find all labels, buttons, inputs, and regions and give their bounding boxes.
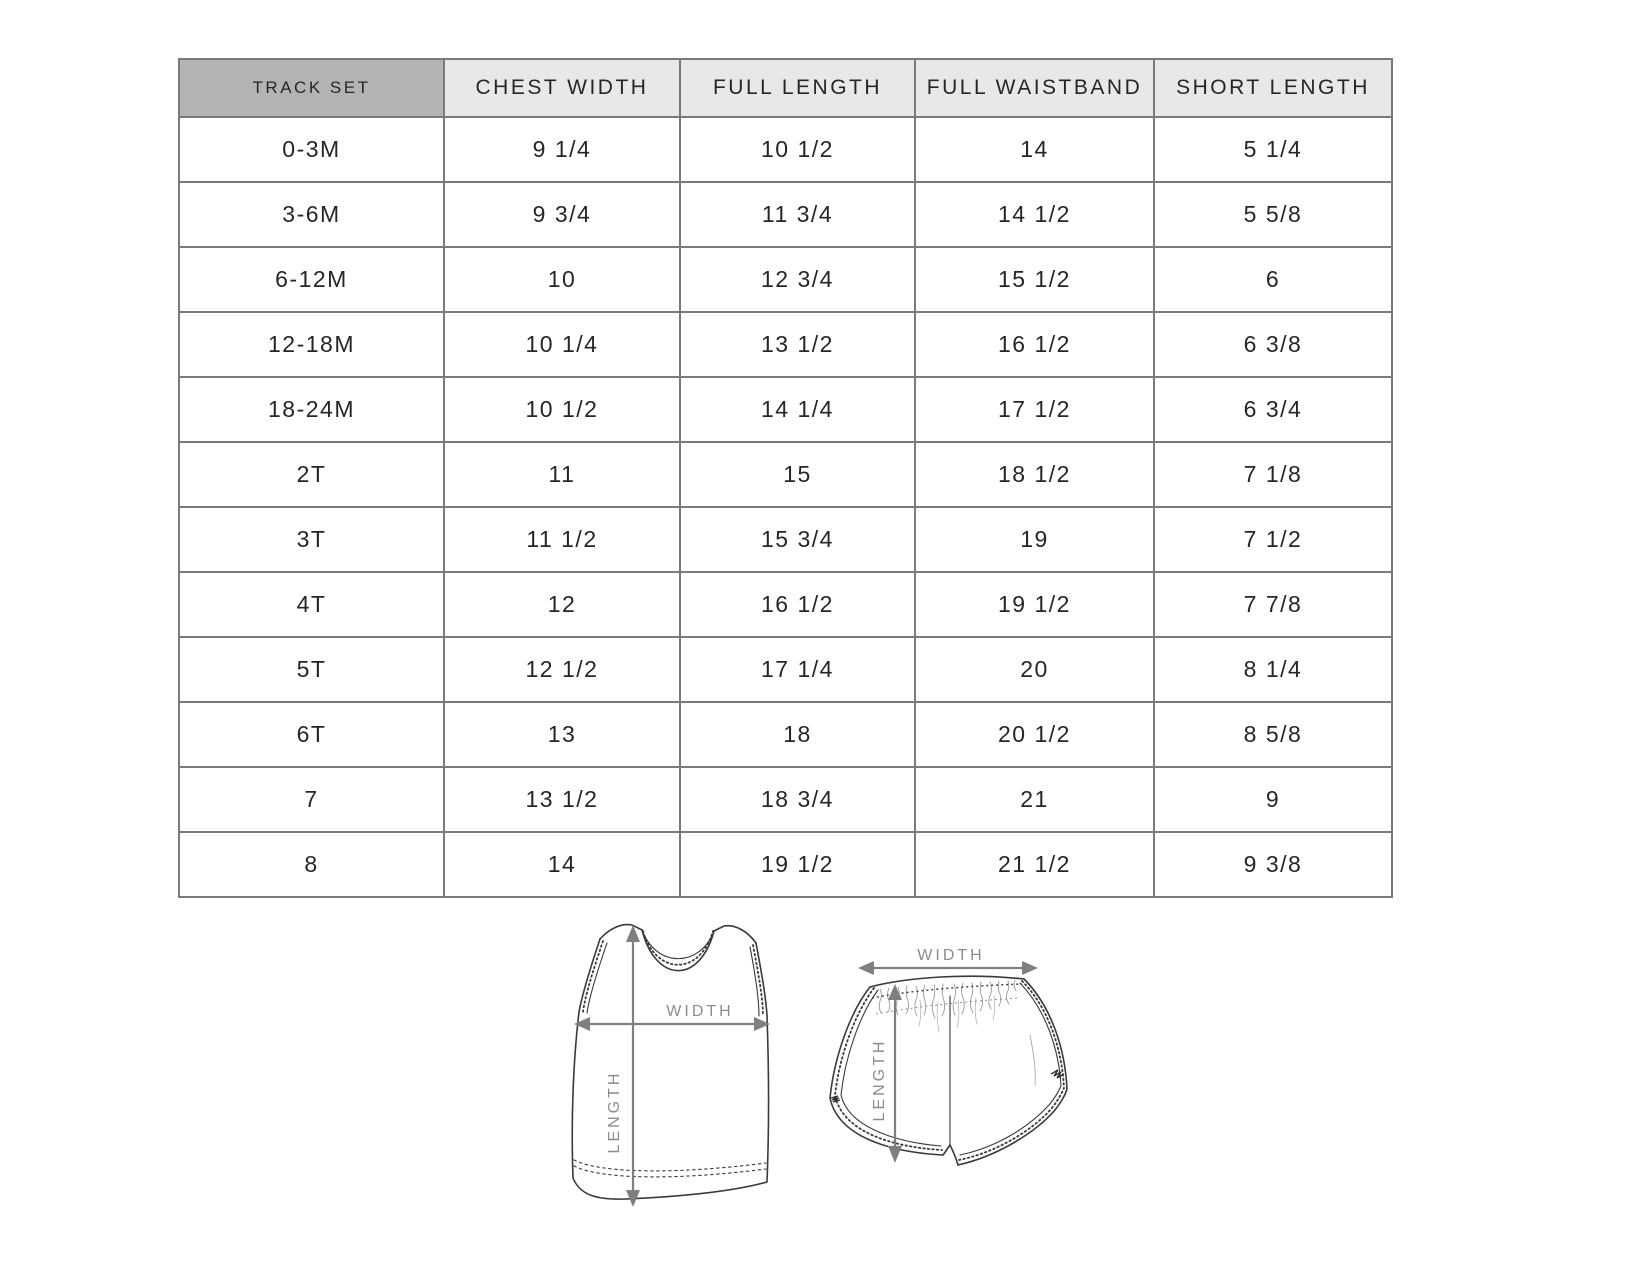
measurement-cell: 10 <box>444 247 680 312</box>
col-header-full-waistband: FULL WAISTBAND <box>915 59 1154 117</box>
size-label-cell: 6T <box>179 702 444 767</box>
tank-width-arrow <box>574 1003 770 1031</box>
measurement-cell: 14 <box>915 117 1154 182</box>
size-label-cell: 0-3M <box>179 117 444 182</box>
measurement-cell: 9 <box>1154 767 1392 832</box>
measurement-cell: 6 <box>1154 247 1392 312</box>
table-row <box>179 182 1392 247</box>
shorts-diagram <box>808 940 1074 1185</box>
measurement-cell: 10 1/2 <box>680 117 915 182</box>
table-row <box>179 247 1392 312</box>
measurement-cell: 12 1/2 <box>444 637 680 702</box>
measurement-cell: 14 1/4 <box>680 377 915 442</box>
table-row <box>179 312 1392 377</box>
measurement-cell: 18 3/4 <box>680 767 915 832</box>
measurement-cell: 7 7/8 <box>1154 572 1392 637</box>
shorts-outline <box>830 976 1067 1165</box>
table-row <box>179 377 1392 442</box>
measurement-cell: 9 1/4 <box>444 117 680 182</box>
measurement-cell: 13 1/2 <box>444 767 680 832</box>
shorts-width-arrow <box>858 947 1038 975</box>
table-row <box>179 637 1392 702</box>
measurement-cell: 16 1/2 <box>915 312 1154 377</box>
shorts-length-label: LENGTH <box>871 1038 888 1122</box>
size-label-cell: 5T <box>179 637 444 702</box>
measurement-cell: 5 1/4 <box>1154 117 1392 182</box>
measurement-cell: 6 3/8 <box>1154 312 1392 377</box>
size-label-cell: 2T <box>179 442 444 507</box>
tank-length-arrow <box>606 925 640 1207</box>
measurement-cell: 16 1/2 <box>680 572 915 637</box>
table-row <box>179 767 1392 832</box>
size-label-cell: 6-12M <box>179 247 444 312</box>
table-row <box>179 702 1392 767</box>
measurement-cell: 12 <box>444 572 680 637</box>
col-header-chest-width: CHEST WIDTH <box>444 59 680 117</box>
table-row <box>179 572 1392 637</box>
tank-top-outline <box>572 925 768 1200</box>
measurement-cell: 21 1/2 <box>915 832 1154 897</box>
tank-width-label: WIDTH <box>666 1003 734 1020</box>
tank-top-diagram <box>560 912 780 1212</box>
measurement-cell: 11 3/4 <box>680 182 915 247</box>
size-label-cell: 7 <box>179 767 444 832</box>
measurement-cell: 15 <box>680 442 915 507</box>
shorts-width-label: WIDTH <box>917 947 985 964</box>
measurement-cell: 6 3/4 <box>1154 377 1392 442</box>
measurement-cell: 18 <box>680 702 915 767</box>
measurement-cell: 5 5/8 <box>1154 182 1392 247</box>
size-label-cell: 8 <box>179 832 444 897</box>
size-chart-table <box>178 58 1393 898</box>
measurement-cell: 10 1/4 <box>444 312 680 377</box>
tank-length-label: LENGTH <box>606 1070 623 1154</box>
measurement-cell: 10 1/2 <box>444 377 680 442</box>
measurement-cell: 15 3/4 <box>680 507 915 572</box>
header-row <box>179 59 1392 117</box>
col-header-track-set: TRACK SET <box>179 59 444 117</box>
measurement-cell: 21 <box>915 767 1154 832</box>
measurement-cell: 17 1/4 <box>680 637 915 702</box>
measurement-cell: 18 1/2 <box>915 442 1154 507</box>
shorts-bartack-stitches <box>831 1070 1064 1102</box>
measurement-cell: 12 3/4 <box>680 247 915 312</box>
size-label-cell: 3T <box>179 507 444 572</box>
measurement-cell: 13 <box>444 702 680 767</box>
size-chart-header <box>179 59 1392 117</box>
measurement-cell: 19 1/2 <box>680 832 915 897</box>
measurement-cell: 20 1/2 <box>915 702 1154 767</box>
size-label-cell: 3-6M <box>179 182 444 247</box>
table-row <box>179 832 1392 897</box>
measurement-cell: 17 1/2 <box>915 377 1154 442</box>
size-label-cell: 18-24M <box>179 377 444 442</box>
measurement-cell: 11 1/2 <box>444 507 680 572</box>
measurement-cell: 9 3/4 <box>444 182 680 247</box>
measurement-cell: 7 1/8 <box>1154 442 1392 507</box>
measurement-cell: 14 <box>444 832 680 897</box>
col-header-full-length: FULL LENGTH <box>680 59 915 117</box>
table-row <box>179 442 1392 507</box>
measurement-cell: 8 5/8 <box>1154 702 1392 767</box>
measurement-cell: 15 1/2 <box>915 247 1154 312</box>
measurement-cell: 11 <box>444 442 680 507</box>
table-row <box>179 507 1392 572</box>
col-header-short-length: SHORT LENGTH <box>1154 59 1392 117</box>
measurement-cell: 8 1/4 <box>1154 637 1392 702</box>
measurement-cell: 9 3/8 <box>1154 832 1392 897</box>
measurement-cell: 19 <box>915 507 1154 572</box>
measurement-cell: 19 1/2 <box>915 572 1154 637</box>
measurement-cell: 14 1/2 <box>915 182 1154 247</box>
measurement-cell: 20 <box>915 637 1154 702</box>
size-table-body <box>179 117 1392 897</box>
size-label-cell: 4T <box>179 572 444 637</box>
table-row <box>179 117 1392 182</box>
size-label-cell: 12-18M <box>179 312 444 377</box>
measurement-cell: 13 1/2 <box>680 312 915 377</box>
measurement-cell: 7 1/2 <box>1154 507 1392 572</box>
